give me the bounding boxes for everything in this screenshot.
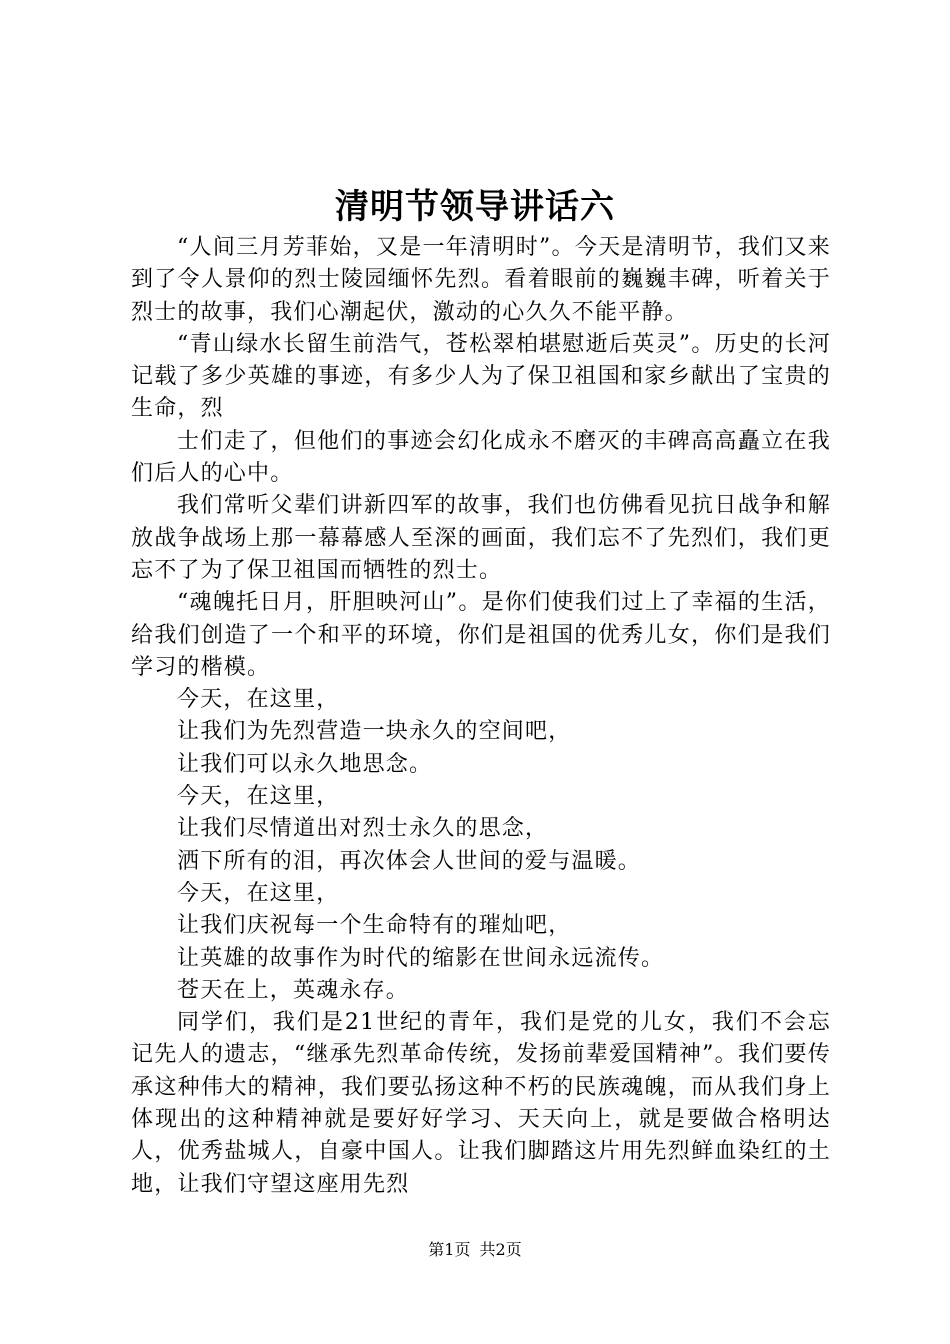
poem-line: 今天，在这里， [177,784,340,810]
poem-line: 今天，在这里， [177,687,340,713]
paragraph: 我们常听父辈们讲新四军的故事，我们也仿佛看见抗日战争和解放战争战场上那一幕幕感人至深的画面，我们忘不了先烈们，我们更忘不了为了保卫祖国而牺牲的烈士。 [131,493,831,583]
paragraph: 士们走了，但他们的事迹会幻化成永不磨灭的丰碑高高矗立在我们后人的心中。 [131,428,831,487]
page-total: 共2页 [479,1240,522,1259]
paragraph: “青山绿水长留生前浩气，苍松翠柏堪慰逝后英灵”。历史的长河记载了多少英雄的事迹，有多少人为了保卫祖国和家乡献出了宝贵的生命，烈 [131,331,831,422]
paragraph: 同学们，我们是21世纪的青年，我们是党的儿女，我们不会忘记先人的遗志，“继承先烈革命传统，发扬前辈爱国精神”。我们要传承这种伟大的精神，我们要弘扬这种不朽的民族魂魄，而从我们身上体现出的这种精神就是要好好学习、天天向上，就是要做合格明达人，优秀盐城人，自豪中国人。让我们脚踏这片用先烈鲜血染红的土地，让我们守望这座用先烈 [131,1010,831,1197]
page-footer [0,1240,950,1260]
paragraph: “魂魄托日月，肝胆映河山”。是你们使我们过上了幸福的生活，给我们创造了一个和平的环境，你们是祖国的优秀儿女，你们是我们学习的楷模。 [131,590,831,680]
poem-line: 今天，在这里， [177,880,340,906]
poem-line: 让我们为先烈营造一块永久的空间吧， [177,719,572,745]
poem-line: 让我们尽情道出对烈士永久的思念， [177,816,549,842]
poem-line: 让英雄的故事作为时代的缩影在世间永远流传。 [177,945,665,971]
poem-line: 苍天在上，英魂永存。 [177,977,410,1003]
paragraph: “人间三月芳菲始，又是一年清明时”。今天是清明节，我们又来到了令人景仰的烈士陵园缅怀先烈。看着眼前的巍巍丰碑，听着关于烈士的故事，我们心潮起伏，激动的心久久不能平静。 [131,235,831,325]
poem-line: 让我们可以永久地思念。 [177,751,433,777]
poem-line: 洒下所有的泪，再次体会人世间的爱与温暖。 [177,848,642,874]
document-title: 清明节领导讲话六 [335,187,615,227]
page-number: 第1页 [428,1240,471,1259]
document-body [131,232,831,1201]
poem-line: 让我们庆祝每一个生命特有的璀灿吧， [177,913,572,939]
